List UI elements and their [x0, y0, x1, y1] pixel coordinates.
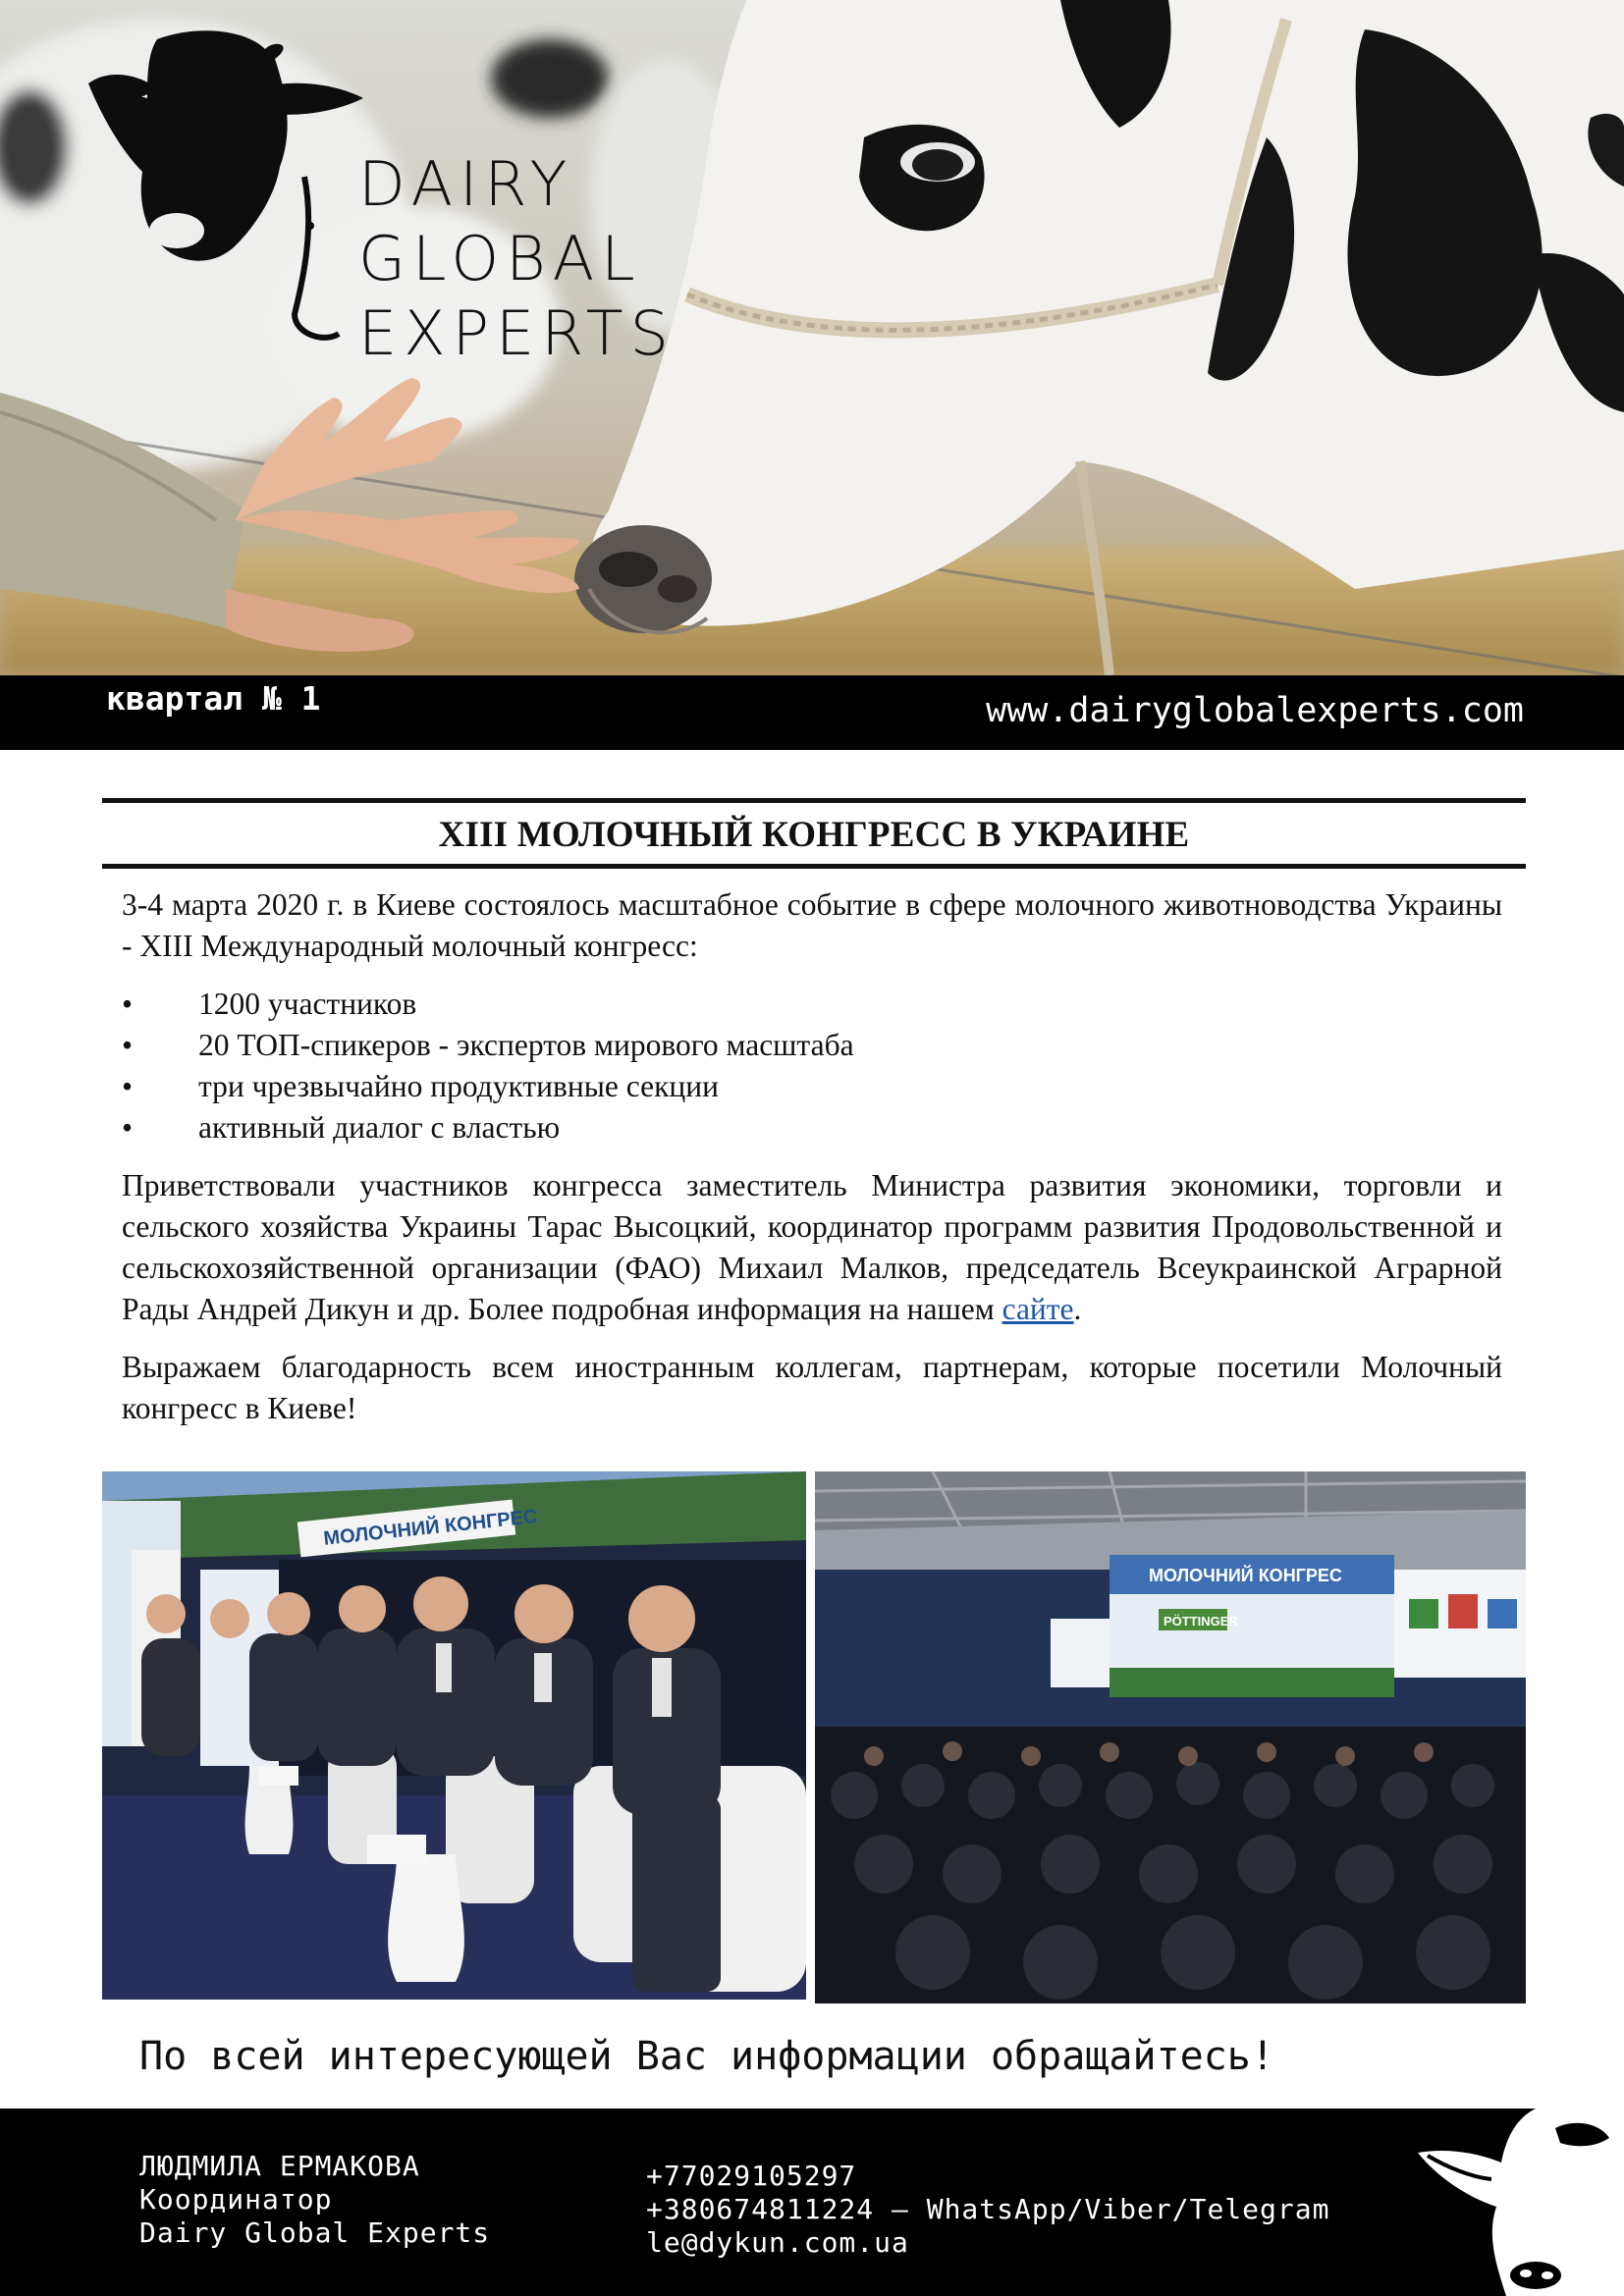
article-intro: 3-4 марта 2020 г. в Киеве состоялось масштабное событие в сфере молочного животноводства Украины - XIII Международный молочный конгресс:	[122, 887, 1502, 963]
article-body	[122, 884, 1502, 1446]
contact-person	[139, 2150, 490, 2250]
title-rule-top	[102, 798, 1526, 803]
email-link[interactable]: le@dykun.com.ua	[646, 2226, 909, 2259]
logo-line-1: DAIRY	[358, 148, 574, 220]
photo-panel-speakers	[102, 1471, 806, 2000]
contact-footer	[0, 2109, 1624, 2296]
right-brand-text: PÖTTINGER	[1164, 1614, 1238, 1629]
website-link[interactable]: www.dairyglobalexperts.com	[986, 691, 1524, 730]
site-link[interactable]: сайте	[1001, 1292, 1074, 1326]
hall-photo	[815, 1471, 1526, 2003]
list-item: • 1200 участников	[122, 984, 1502, 1025]
phone-2[interactable]: +380674811224 – WhatsApp/Viber/Telegram	[646, 2193, 1330, 2225]
quarter-label: квартал № 1	[106, 679, 321, 718]
phone-1[interactable]: +77029105297	[646, 2160, 857, 2192]
contact-name: ЛЮДМИЛА ЕРМАКОВА	[139, 2150, 420, 2182]
logo-line-3: EXPERTS	[358, 297, 677, 369]
panel-photo	[102, 1471, 806, 2000]
paragraph-2-text: Приветствовали участников конгресса заместитель Министра развития экономики, торговли и сельского хозяйства Украины Тарас Высоцкий, координатор программ развития Продовольственной и сельскохозяйственной организации (ФАО) Михаил Малков, председатель Всеукраинской Аграрной Рады Андрей Дикун и др. Более подробная информация на нашем	[122, 1168, 1502, 1326]
list-item: • 20 ТОП-спикеров - экспертов мирового масштаба	[122, 1025, 1502, 1066]
hero-photo	[0, 0, 1624, 675]
article-title: XIII МОЛОЧНЫЙ КОНГРЕСС В УКРАИНЕ	[438, 815, 1190, 855]
list-item: • активный диалог с властью	[122, 1107, 1502, 1148]
highlights-list	[122, 984, 1502, 1148]
right-banner-text: МОЛОЧНИЙ КОНГРЕС	[1149, 1566, 1342, 1585]
list-item: • три чрезвычайно продуктивные секции	[122, 1066, 1502, 1107]
info-bar	[0, 675, 1624, 750]
contact-details	[646, 2160, 1329, 2260]
contact-company: Dairy Global Experts	[139, 2216, 491, 2249]
article-paragraph-3: Выражаем благодарность всем иностранным коллегам, партнерам, которые посетили Молочный конгресс в Киеве!	[122, 1350, 1502, 1425]
footer-cow-icon	[1388, 2109, 1624, 2296]
photo-congress-hall	[815, 1471, 1526, 2003]
contact-call-to-action: По всей интересующей Вас информации обращайтесь!	[139, 2034, 1274, 2079]
logo-wordmark	[358, 147, 676, 371]
hero-image	[0, 0, 1624, 675]
contact-role: Координатор	[139, 2183, 333, 2216]
paragraph-2-end: .	[1073, 1292, 1082, 1326]
title-rule-bottom	[102, 864, 1526, 869]
left-banner-text: МОЛОЧНИЙ КОНГРЕС	[322, 1506, 539, 1550]
article-paragraph-2	[122, 1165, 1502, 1330]
logo-line-2: GLOBAL	[358, 223, 642, 294]
